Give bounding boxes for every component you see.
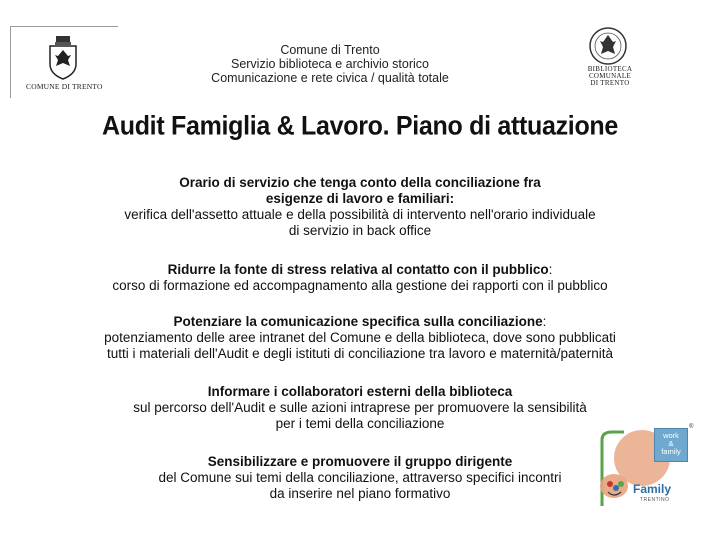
badge-line: work xyxy=(663,431,679,440)
action-block xyxy=(20,314,700,362)
action-body: verifica dell'assetto attuale e della possibilità di intervento nell'orario individuale xyxy=(124,207,596,222)
action-heading: Orario di servizio che tenga conto della conciliazione fra xyxy=(179,175,541,190)
biblioteca-caption xyxy=(580,66,640,87)
comune-crest-icon xyxy=(46,36,80,80)
biblioteca-seal-icon xyxy=(588,26,628,66)
header-rule-vertical xyxy=(10,26,11,98)
action-body: potenziamento delle aree intranet del Comune e della biblioteca, dove sono pubblicati xyxy=(104,330,616,345)
header-line: Servizio biblioteca e archivio storico xyxy=(230,57,429,71)
action-body: corso di formazione ed accompagnamento alla gestione dei rapporti con il pubblico xyxy=(112,278,608,293)
heading-suffix: : xyxy=(548,262,553,277)
family-logo-label: Family xyxy=(633,482,672,496)
action-heading: Sensibilizzare e promuovere il gruppo dirigente xyxy=(207,454,513,469)
action-heading: Ridurre la fonte di stress relativa al contatto con il pubblico xyxy=(167,262,549,277)
badge-line: family xyxy=(661,447,681,456)
action-body: da inserire nel piano formativo xyxy=(269,486,451,501)
family-logo-sublabel: TRENTINO xyxy=(640,497,670,503)
action-body: sul percorso dell'Audit e sulle azioni intraprese per promuovere la sensibilità xyxy=(133,400,587,415)
header-rule-horizontal xyxy=(10,26,118,27)
action-block xyxy=(20,175,700,239)
biblioteca-caption-line: DI TRENTO xyxy=(590,79,630,87)
action-block xyxy=(20,262,700,294)
action-body: tutti i materiali dell'Audit e degli istituti di conciliazione tra lavoro e maternità/paternità xyxy=(106,346,614,361)
action-body: di servizio in back office xyxy=(288,223,432,238)
page-title: Audit Famiglia & Lavoro. Piano di attuazione xyxy=(101,111,618,141)
registered-mark-icon: ® xyxy=(689,424,694,430)
action-heading: Potenziare la comunicazione specifica sulla conciliazione xyxy=(173,314,543,329)
biblioteca-caption-line: COMUNALE xyxy=(588,72,632,80)
action-heading-line xyxy=(20,262,700,278)
header-text xyxy=(150,43,510,85)
badge-line: & xyxy=(668,439,674,448)
action-body: del Comune sui temi della conciliazione, attraverso specifici incontri xyxy=(158,470,562,485)
header-line: Comune di Trento xyxy=(280,43,380,57)
action-body: per i temi della conciliazione xyxy=(275,416,445,431)
heading-suffix: : xyxy=(542,314,547,329)
action-heading: esigenze di lavoro e familiari: xyxy=(265,191,455,206)
header-line: Comunicazione e rete civica / qualità totale xyxy=(211,71,449,85)
comune-caption: COMUNE DI TRENTO xyxy=(26,82,103,91)
action-heading: Informare i collaboratori esterni della biblioteca xyxy=(207,384,513,399)
work-family-badge xyxy=(654,428,688,462)
biblioteca-caption-line: BIBLIOTECA xyxy=(587,65,633,73)
action-heading-line xyxy=(20,314,700,330)
